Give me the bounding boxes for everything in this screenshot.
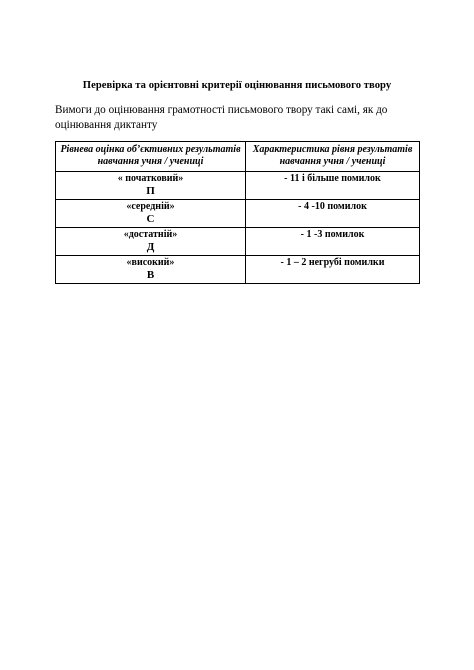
level-label: «достатній» [123, 229, 178, 240]
header-characteristic: Характеристика рівня результатів навчання учня / учениці [246, 142, 420, 172]
grading-table [55, 141, 420, 284]
level-cell [56, 172, 246, 200]
result-cell: - 1 -3 помилок [246, 228, 420, 256]
intro-paragraph: Вимоги до оцінювання грамотності письмового твору такі самі, як до оцінювання диктанту [55, 104, 388, 131]
level-cell [56, 228, 246, 256]
level-cell [56, 200, 246, 228]
header-level: Рівнева оцінка об’єктивних результатів навчання учня / учениці [56, 142, 246, 172]
result-cell: - 1 – 2 негрубі помилки [246, 256, 420, 284]
level-label: «високий» [126, 257, 175, 268]
result-cell: - 11 і більше помилок [246, 172, 420, 200]
level-label: « початковий» [117, 173, 184, 184]
table-row [56, 256, 420, 284]
level-code: П [146, 185, 155, 197]
document-title: Перевірка та орієнтовні критерії оцінювання письмового твору [82, 80, 392, 91]
level-code: С [146, 213, 155, 225]
level-label: «середній» [126, 201, 175, 212]
table-header-row [56, 142, 420, 172]
level-code: В [146, 269, 155, 281]
table-row [56, 228, 420, 256]
table-row [56, 172, 420, 200]
level-cell [56, 256, 246, 284]
table-row [56, 200, 420, 228]
result-cell: - 4 -10 помилок [246, 200, 420, 228]
level-code: Д [146, 241, 155, 253]
